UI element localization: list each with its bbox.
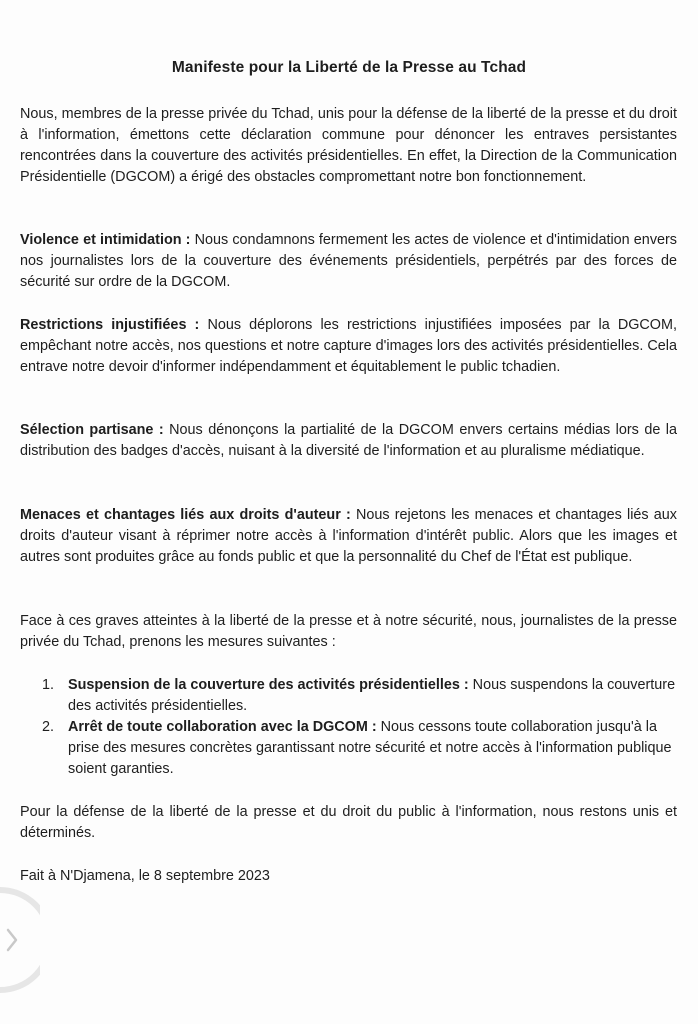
section-body: Nous condamnons fermement les actes de violence et d'intimidation envers nos journalistes lors de la couverture des événements présidentiels, perpétrés par des forces de sécurité sur ordre de la DGCOM.: [20, 232, 678, 290]
section-heading: Sélection partisane :: [20, 422, 164, 438]
section-body: Nous rejetons les menaces et chantages liés aux droits d'auteur visant à réprimer notre accès à l'information d'intérêt public. Alors que les images et autres sont produites grâce au fonds public et que la personnalité du Chef de l'État est publique.: [20, 507, 677, 565]
document-title: Manifeste pour la Liberté de la Presse au Tchad: [171, 59, 527, 76]
section-heading: Menaces et chantages liés aux droits d'auteur :: [20, 507, 351, 523]
section-body: Nous dénonçons la partialité de la DGCOM envers certains médias lors de la distribution des badges d'accès, nuisant à la diversité de l'information et au pluralisme médiatique.: [20, 422, 677, 459]
list-number: 2.: [42, 719, 55, 735]
measure-heading: Suspension de la couverture des activités présidentielles :: [68, 677, 469, 693]
section-heading: Violence et intimidation :: [20, 232, 191, 248]
section-violence: [20, 230, 677, 293]
measure-heading: Arrêt de toute collaboration avec la DGCOM :: [68, 719, 377, 735]
closing-paragraph: Pour la défense de la liberté de la presse et du droit du public à l'information, nous restons unis et déterminés.: [20, 804, 677, 841]
section-body: Nous déplorons les restrictions injustifiées imposées par la DGCOM, empêchant notre accès, nos questions et notre capture d'images lors des activités présidentielles. Cela entrave notre devoir d'informer indépendamment et équitablement le public tchadien.: [20, 317, 677, 375]
measure-body: Nous cessons toute collaboration jusqu'à la prise des mesures concrètes garantissant notre sécurité et notre accès à l'information publique soient garanties.: [68, 719, 672, 777]
list-number: 1.: [42, 677, 55, 693]
signature-line: Fait à N'Djamena, le 8 septembre 2023: [20, 868, 270, 884]
list-item: [20, 717, 677, 780]
measure-body: Nous suspendons la couverture des activités présidentielles.: [68, 677, 676, 714]
section-restrictions: [20, 315, 677, 378]
section-menaces: [20, 505, 677, 568]
measures-intro: Face à ces graves atteintes à la liberté de la presse et à notre sécurité, nous, journalistes de la presse privée du Tchad, prenons les mesures suivantes :: [20, 613, 677, 650]
list-item: [20, 675, 677, 717]
section-heading: Restrictions injustifiées :: [20, 317, 200, 333]
measures-list: [20, 675, 677, 780]
section-selection: [20, 420, 677, 462]
intro-paragraph: Nous, membres de la presse privée du Tchad, unis pour la défense de la liberté de la presse et du droit à l'information, émettons cette déclaration commune pour dénoncer les entraves persistantes rencontrées dans la couverture des activités présidentielles. En effet, la Direction de la Communication Présidentielle (DGCOM) a érigé des obstacles compromettant notre bon fonctionnement.: [20, 106, 677, 185]
scroll-arrow-icon: [0, 880, 40, 1000]
